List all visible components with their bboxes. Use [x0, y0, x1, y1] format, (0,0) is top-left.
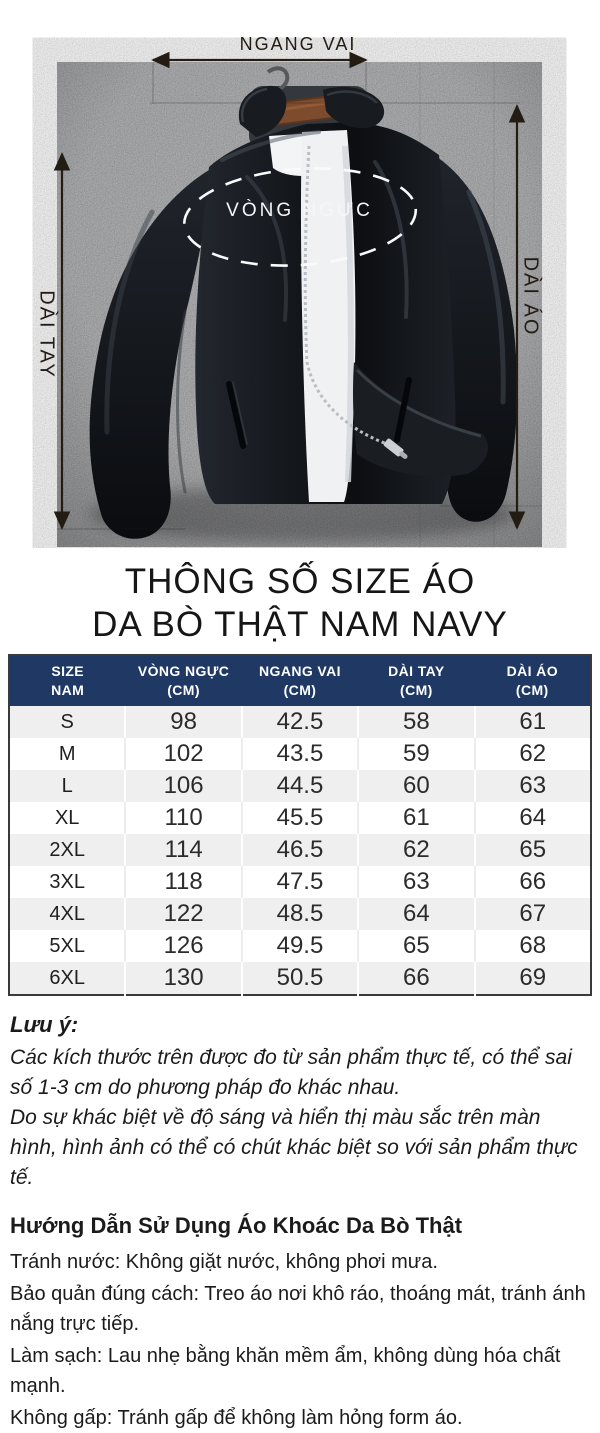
column-header-chest: [125, 655, 241, 706]
length-cell: 61: [475, 706, 591, 738]
column-header-shoulder: [242, 655, 358, 706]
shoulder-cell: 45.5: [242, 802, 358, 834]
title-line-2: DA BÒ THẬT NAM NAVY: [92, 605, 508, 644]
table-row: [9, 898, 591, 930]
sleeve-cell: 65: [358, 930, 474, 962]
notes-paragraph: Do sự khác biệt về độ sáng và hiển thị màu sắc trên màn hình, hình ảnh có thể có chút khác biệt so với sản phẩm thực tế.: [10, 1106, 578, 1189]
shoulder-cell: 46.5: [242, 834, 358, 866]
length-cell: 64: [475, 802, 591, 834]
length-cell: 68: [475, 930, 591, 962]
size-cell: XL: [54, 806, 80, 829]
header-line: (CM): [167, 682, 200, 698]
chest-cell: 102: [125, 738, 241, 770]
sleeve-length-label: DÀI TAY: [35, 290, 58, 379]
shoulder-cell: 42.5: [242, 706, 358, 738]
shoulder-cell: 48.5: [242, 898, 358, 930]
header-line: (CM): [515, 682, 549, 698]
chest-cell: 114: [125, 834, 241, 866]
chest-cell: 130: [125, 962, 241, 995]
sleeve-cell: 58: [358, 706, 474, 738]
chest-cell: 98: [125, 706, 241, 738]
sleeve-cell: 61: [358, 802, 474, 834]
care-paragraph: Không gấp: Tránh gấp để không làm hỏng form áo.: [10, 1407, 463, 1429]
care-instructions-section: [10, 1211, 590, 1433]
shoulder-cell: 50.5: [242, 962, 358, 995]
table-row: [9, 802, 591, 834]
column-header-sleeve: [358, 655, 474, 706]
header-line: SIZE: [51, 663, 85, 679]
notes-heading: Lưu ý:: [10, 1012, 79, 1037]
size-cell: 6XL: [49, 966, 85, 989]
size-cell: L: [61, 774, 73, 797]
length-cell: 65: [475, 834, 591, 866]
table-row: [9, 738, 591, 770]
table-row: [9, 962, 591, 995]
care-paragraph: Bảo quản đúng cách: Treo áo nơi khô ráo, thoáng mát, tránh ánh nắng trực tiếp.: [10, 1283, 586, 1335]
header-line: (CM): [400, 682, 433, 698]
header-line: NGANG VAI: [259, 663, 341, 679]
header-line: DÀI TAY: [388, 663, 445, 679]
chest-cell: 110: [125, 802, 241, 834]
table-row: [9, 770, 591, 802]
shoulder-cell: 49.5: [242, 930, 358, 962]
notes-section: [10, 1010, 590, 1193]
header-line: DÀI ÁO: [506, 663, 558, 679]
size-cell: 4XL: [49, 902, 85, 925]
header-line: NAM: [51, 682, 85, 698]
shoulder-cell: 44.5: [242, 770, 358, 802]
header-line: VÒNG NGỰC: [137, 663, 230, 679]
chest-cell: 122: [125, 898, 241, 930]
product-photo-section: [0, 0, 600, 548]
sleeve-cell: 60: [358, 770, 474, 802]
table-row: [9, 866, 591, 898]
chest-circumference-label: VÒNG NGỰC: [226, 200, 373, 221]
chest-cell: 118: [125, 866, 241, 898]
notes-paragraph: Các kích thước trên được đo từ sản phẩm thực tế, có thể sai số 1-3 cm do phương pháp đo khác nhau.: [10, 1046, 572, 1099]
table-row: [9, 930, 591, 962]
sleeve-cell: 66: [358, 962, 474, 995]
column-header-size: [9, 655, 125, 706]
length-cell: 69: [475, 962, 591, 995]
title-line-1: THÔNG SỐ SIZE ÁO: [124, 562, 476, 601]
sleeve-cell: 64: [358, 898, 474, 930]
length-cell: 63: [475, 770, 591, 802]
header-line: (CM): [283, 682, 317, 698]
sleeve-cell: 62: [358, 834, 474, 866]
length-cell: 62: [475, 738, 591, 770]
care-paragraph: Làm sạch: Lau nhẹ bằng khăn mềm ẩm, không dùng hóa chất mạnh.: [10, 1345, 561, 1397]
jacket-photo-illustration: [0, 0, 600, 548]
shoulder-cell: 47.5: [242, 866, 358, 898]
page-title: [0, 560, 600, 646]
sleeve-cell: 59: [358, 738, 474, 770]
size-cell: M: [58, 742, 76, 765]
size-cell: 3XL: [49, 870, 85, 893]
size-cell: 2XL: [49, 838, 85, 861]
length-cell: 67: [475, 898, 591, 930]
care-paragraph: Tránh nước: Không giặt nước, không phơi mưa.: [10, 1251, 438, 1273]
length-cell: 66: [475, 866, 591, 898]
size-table-header-row: [9, 655, 591, 706]
care-heading: Hướng Dẫn Sử Dụng Áo Khoác Da Bò Thật: [10, 1213, 463, 1238]
shoulder-width-label: NGANG VAI: [239, 34, 357, 54]
column-header-length: [475, 655, 591, 706]
chest-cell: 106: [125, 770, 241, 802]
size-cell: S: [60, 710, 74, 733]
jacket-length-label: DÀI ÁO: [519, 256, 542, 337]
table-row: [9, 706, 591, 738]
sleeve-cell: 63: [358, 866, 474, 898]
shoulder-cell: 43.5: [242, 738, 358, 770]
size-table: [8, 654, 592, 996]
size-cell: 5XL: [49, 934, 85, 957]
chest-cell: 126: [125, 930, 241, 962]
table-row: [9, 834, 591, 866]
